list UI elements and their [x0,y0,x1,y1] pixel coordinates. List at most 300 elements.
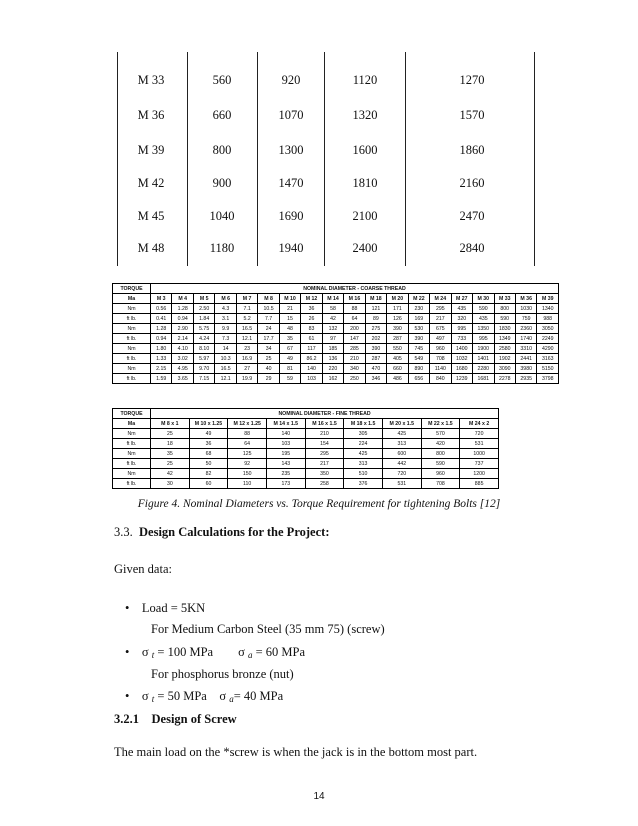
table-header-row [113,284,559,294]
table-cell: 4.95 [172,364,193,374]
unit-cell: Nm [113,324,151,334]
table-cell: 68 [189,449,228,459]
table-cell: 295 [305,449,344,459]
table-cell: 4.10 [172,344,193,354]
table-cell: 121 [365,304,386,314]
bullet-screw-stress [125,645,305,660]
table-cell: 19.9 [236,374,257,384]
table-cell: 531 [460,439,499,449]
table-cell: 26 [301,314,322,324]
table-cell: 125 [228,449,267,459]
subscript-t: t [151,650,155,660]
table-cell: 1860 [459,143,485,157]
table-cell: 346 [365,374,386,384]
table-cell: 1400 [451,344,472,354]
table-cell: 61 [301,334,322,344]
table-cell: 150 [228,469,267,479]
table-cell: 1032 [451,354,472,364]
table-cell: 59 [279,374,300,384]
given-data-label: Given data: [114,562,172,576]
table-cell: 1140 [430,364,451,374]
table-cell: 34 [258,344,279,354]
table-cell: M 42 [137,176,165,190]
table-cell: 36 [301,304,322,314]
table-cell: 2470 [459,209,485,223]
table-cell: 425 [382,429,421,439]
unit-cell: ft lb. [113,354,151,364]
table-cell: 720 [382,469,421,479]
table-row [117,173,535,193]
top-torque-table [117,52,535,266]
table-cell: 2.14 [172,334,193,344]
table-row [113,479,499,489]
nut-sigma-a-value: = 40 MPa [233,689,284,703]
table-cell: 49 [189,429,228,439]
table-cell: 2935 [515,374,536,384]
nominal-diameter-header: NOMINAL DIAMETER - FINE THREAD [151,409,499,419]
table-cell: 1902 [494,354,515,364]
table-cell: 737 [460,459,499,469]
unit-cell: ft lb. [113,459,151,469]
table-cell: 89 [365,314,386,324]
table-cell: 210 [344,354,365,364]
table-cell: 92 [228,459,267,469]
table-cell: 169 [408,314,429,324]
table-cell: 250 [344,374,365,384]
table-cell: 30 [151,479,190,489]
table-cell: 1030 [515,304,536,314]
table-cell: 425 [344,449,383,459]
table-header-row [113,419,499,429]
table-cell: 733 [451,334,472,344]
sigma-symbol: σ [141,645,149,659]
table-header-row [113,294,559,304]
table-cell: 2360 [515,324,536,334]
table-cell: 885 [460,479,499,489]
screw-sigma-a-value: = 60 MPa [252,645,305,659]
table-cell: 21 [279,304,300,314]
table-cell: 162 [322,374,343,384]
table-cell: 1.28 [151,324,172,334]
table-cell: 295 [430,304,451,314]
table-cell: 759 [515,314,536,324]
table-cell: 5.75 [193,324,214,334]
unit-cell: Nm [113,469,151,479]
table-cell: 147 [344,334,365,344]
table-cell: 173 [266,479,305,489]
subscript-t: t [151,694,155,704]
table-cell: 2.50 [193,304,214,314]
table-cell: 35 [279,334,300,344]
table-cell: 1340 [537,304,559,314]
figure-caption: Figure 4. Nominal Diameters vs. Torque Requirement for tightening Bolts [12] [137,498,501,510]
table-cell: 590 [421,459,460,469]
table-cell: 656 [408,374,429,384]
table-cell: 2278 [494,374,515,384]
unit-cell: ft lb. [113,479,151,489]
table-cell: 3798 [537,374,559,384]
table-cell: 745 [408,344,429,354]
table-cell: 1810 [352,176,378,190]
table-cell: 7.3 [215,334,236,344]
table-cell: 17.7 [258,334,279,344]
fine-thread-table [112,408,499,489]
table-cell: 36 [189,439,228,449]
section-heading [114,525,329,540]
table-cell: 132 [322,324,343,334]
subscript-a: a [229,694,234,704]
torque-header: TORQUE [113,284,151,294]
unit-cell: ft lb. [113,374,151,384]
table-cell: 217 [305,459,344,469]
table-cell: 25 [151,429,190,439]
table-cell: 530 [408,324,429,334]
column-header: M 24 [430,294,451,304]
table-cell: 195 [266,449,305,459]
table-cell: 136 [322,354,343,364]
table-cell: 560 [212,73,232,87]
table-cell: 16.5 [236,324,257,334]
table-cell: 1940 [278,241,304,255]
table-cell: 9.9 [215,324,236,334]
table-cell: 224 [344,439,383,449]
table-cell: 3163 [537,354,559,364]
table-cell: 27 [236,364,257,374]
table-row [117,206,535,226]
table-row [113,354,559,364]
column-header: M 33 [494,294,515,304]
table-cell: 2580 [494,344,515,354]
table-cell: 890 [408,364,429,374]
table-cell: 376 [344,479,383,489]
table-cell: 2.90 [172,324,193,334]
section-number: 3.3. [114,525,133,539]
table-cell: 49 [279,354,300,364]
table-cell: 390 [408,334,429,344]
table-cell: 960 [430,344,451,354]
table-cell: 202 [365,334,386,344]
table-cell: 10.5 [258,304,279,314]
table-cell: 64 [228,439,267,449]
table-cell: 140 [301,364,322,374]
table-row [117,140,535,160]
table-cell: 988 [537,314,559,324]
column-header: M 7 [236,294,257,304]
table-cell: 531 [382,479,421,489]
table-cell: 550 [387,344,408,354]
table-cell: 435 [451,304,472,314]
table-cell: 8.10 [193,344,214,354]
unit-cell: Nm [113,304,151,314]
bullet-dot: • [125,601,130,615]
table-cell: 675 [430,324,451,334]
table-cell: 1600 [352,143,378,157]
table-cell: 2840 [459,241,485,255]
column-header: M 6 [215,294,236,304]
table-cell: 2249 [537,334,559,344]
column-header: M 3 [151,294,172,304]
table-cell: 660 [387,364,408,374]
table-cell: 1900 [473,344,494,354]
table-cell: 7.1 [236,304,257,314]
table-cell: 58 [322,304,343,314]
table-cell: 313 [344,459,383,469]
table-cell: 1000 [460,449,499,459]
table-cell: 0.94 [172,314,193,324]
table-row [113,459,499,469]
column-header: M 10 [279,294,300,304]
table-cell: 4.24 [193,334,214,344]
table-cell: 1.80 [151,344,172,354]
column-header: M 27 [451,294,472,304]
table-cell: 590 [494,314,515,324]
table-cell: 88 [228,429,267,439]
table-cell: 1180 [209,241,235,255]
table-cell: 1740 [515,334,536,344]
subscript-a: a [247,650,253,660]
table-cell: 390 [387,324,408,334]
table-cell: M 48 [137,241,165,255]
table-cell: 1070 [278,108,304,122]
table-cell: 3.02 [172,354,193,364]
table-cell: 50 [189,459,228,469]
table-cell: 995 [451,324,472,334]
section-title: Design Calculations for the Project: [139,525,330,539]
table-cell: 15 [279,314,300,324]
table-cell: 126 [387,314,408,324]
column-header: M 18 [365,294,386,304]
table-cell: 800 [421,449,460,459]
table-cell: 143 [266,459,305,469]
table-cell: 1320 [352,108,378,122]
column-header: M 8 x 1 [151,419,190,429]
table-cell: 3090 [494,364,515,374]
table-cell: 549 [408,354,429,364]
table-cell: 83 [301,324,322,334]
table-row [113,324,559,334]
table-cell: 285 [344,344,365,354]
table-cell: 287 [387,334,408,344]
table-cell: 320 [451,314,472,324]
table-cell: 995 [473,334,494,344]
table-cell: 1300 [278,143,304,157]
table-cell: 442 [382,459,421,469]
unit-cell: Nm [113,364,151,374]
table-cell: 1830 [494,324,515,334]
table-row [113,304,559,314]
sigma-symbol: σ [141,689,149,703]
table-cell: 708 [421,479,460,489]
table-cell: 5.97 [193,354,214,364]
table-cell: 1690 [278,209,304,223]
table-cell: 287 [365,354,386,364]
table-cell: 1.33 [151,354,172,364]
table-cell: 82 [189,469,228,479]
coarse-thread-table [112,283,559,384]
body-paragraph: The main load on the *screw is when the jack is in the bottom most part. [114,745,478,759]
table-cell: 1040 [209,209,235,223]
table-cell: 340 [344,364,365,374]
table-row [117,238,535,258]
table-cell: 103 [266,439,305,449]
table-cell: M 45 [137,209,165,223]
table-cell: 1681 [473,374,494,384]
table-cell: 1350 [473,324,494,334]
table-cell: 154 [305,439,344,449]
table-cell: 25 [151,459,190,469]
table-cell: M 33 [137,73,165,87]
table-cell: 3050 [537,324,559,334]
column-header: M 24 x 2 [460,419,499,429]
table-cell: 12.1 [215,374,236,384]
column-header: M 10 x 1.25 [189,419,228,429]
table-cell: 1239 [451,374,472,384]
subsection-heading [114,712,237,727]
ma-header: Ma [113,419,151,429]
table-cell: 3980 [515,364,536,374]
bullet-dot: • [125,689,130,703]
table-cell: 2.15 [151,364,172,374]
table-cell: 16.5 [215,364,236,374]
column-header: M 22 x 1.5 [421,419,460,429]
table-cell: 1270 [459,73,485,87]
table-cell: 1570 [459,108,485,122]
table-cell: 171 [387,304,408,314]
table-row [113,314,559,324]
table-cell: 110 [228,479,267,489]
table-cell: 42 [151,469,190,479]
table-cell: 7.15 [193,374,214,384]
table-cell: 86.2 [301,354,322,364]
table-cell: 48 [279,324,300,334]
table-cell: 16.9 [236,354,257,364]
table-row [113,364,559,374]
table-cell: 435 [473,314,494,324]
table-cell: 210 [305,429,344,439]
table-row [117,70,535,90]
column-header: M 8 [258,294,279,304]
table-cell: 97 [322,334,343,344]
table-cell: 920 [281,73,301,87]
table-cell: 42 [322,314,343,324]
table-cell: 40 [258,364,279,374]
table-row [113,429,499,439]
table-cell: 5.2 [236,314,257,324]
torque-header: TORQUE [113,409,151,419]
table-cell: 117 [301,344,322,354]
table-cell: M 39 [137,143,165,157]
table-cell: 0.41 [151,314,172,324]
sigma-symbol: σ [238,645,245,659]
table-cell: 235 [266,469,305,479]
ma-header: Ma [113,294,151,304]
table-cell: M 36 [137,108,165,122]
page-number: 14 [313,791,325,802]
table-cell: 720 [460,429,499,439]
nominal-diameter-header: NOMINAL DIAMETER - COARSE THREAD [151,284,559,294]
table-cell: 5150 [537,364,559,374]
table-cell: 470 [365,364,386,374]
column-header: M 22 [408,294,429,304]
column-header: M 12 [301,294,322,304]
table-cell: 405 [387,354,408,364]
table-cell: 800 [212,143,232,157]
table-cell: 600 [382,449,421,459]
table-cell: 3.65 [172,374,193,384]
unit-cell: Nm [113,429,151,439]
table-cell: 486 [387,374,408,384]
table-cell: 258 [305,479,344,489]
table-cell: 29 [258,374,279,384]
table-cell: 1680 [451,364,472,374]
table-cell: 88 [344,304,365,314]
table-cell: 14 [215,344,236,354]
column-header: M 14 [322,294,343,304]
table-cell: 23 [236,344,257,354]
table-cell: 217 [430,314,451,324]
table-cell: 1401 [473,354,494,364]
table-cell: 1120 [352,73,378,87]
nut-sigma-t-value: = 50 MPa [154,689,207,703]
table-cell: 3310 [515,344,536,354]
table-cell: 10.3 [215,354,236,364]
table-row [113,449,499,459]
table-cell: 960 [421,469,460,479]
table-cell: 60 [189,479,228,489]
column-header: M 30 [473,294,494,304]
bullet-dot: • [125,645,130,659]
sigma-symbol: σ [219,689,227,703]
column-header: M 4 [172,294,193,304]
table-cell: 390 [365,344,386,354]
table-cell: 840 [430,374,451,384]
table-cell: 9.70 [193,364,214,374]
table-cell: 1200 [460,469,499,479]
table-row [113,334,559,344]
table-cell: 2160 [459,176,485,190]
table-cell: 2441 [515,354,536,364]
table-cell: 1470 [278,176,304,190]
table-cell: 12.1 [236,334,257,344]
table-cell: 0.56 [151,304,172,314]
column-header: M 16 x 1.5 [305,419,344,429]
table-cell: 25 [258,354,279,364]
table-row [113,374,559,384]
table-cell: 1349 [494,334,515,344]
table-cell: 7.7 [258,314,279,324]
column-header: M 20 [387,294,408,304]
table-cell: 420 [421,439,460,449]
nut-material-text: For phosphorus bronze (nut) [151,667,294,681]
table-cell: 4290 [537,344,559,354]
table-cell: 140 [266,429,305,439]
unit-cell: ft lb. [113,439,151,449]
bullet-nut-stress [125,689,283,704]
unit-cell: ft lb. [113,314,151,324]
table-cell: 570 [421,429,460,439]
table-cell: 313 [382,439,421,449]
load-text: Load = 5KN [141,601,206,615]
table-row [117,105,535,125]
table-header-row [113,409,499,419]
table-cell: 18 [151,439,190,449]
column-header: M 14 x 1.5 [266,419,305,429]
table-cell: 64 [344,314,365,324]
table-cell: 0.94 [151,334,172,344]
table-cell: 2400 [352,241,378,255]
table-cell: 800 [494,304,515,314]
column-header: M 20 x 1.5 [382,419,421,429]
